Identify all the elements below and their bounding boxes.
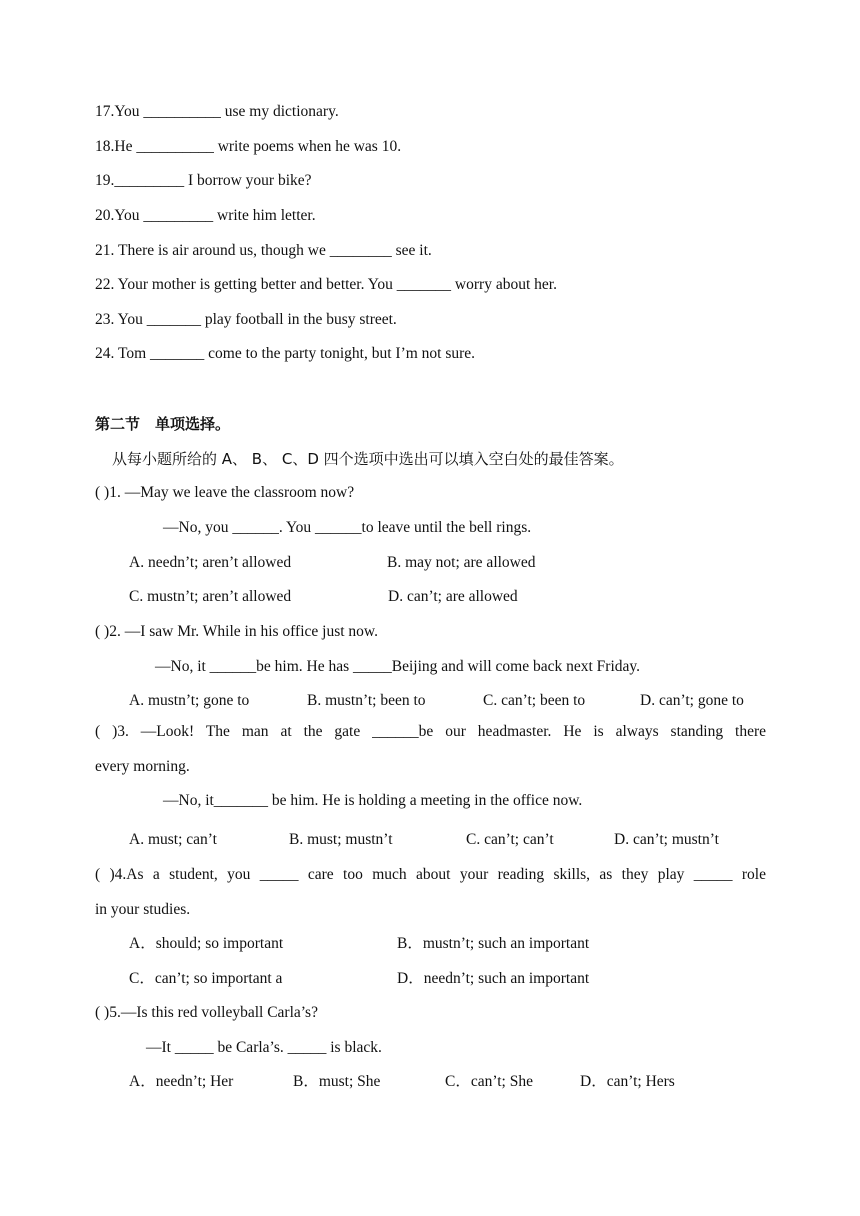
fill-item-21: 21. There is air around us, though we ________ see it. — [95, 242, 432, 259]
question-3-option-d: D. can’t; mustn’t — [614, 831, 719, 848]
section-instruction: 从每小题所给的 A、 B、 C、D 四个选项中选出可以填入空白处的最佳答案。 — [112, 450, 624, 468]
question-3-option-c: C. can’t; can’t — [466, 831, 554, 848]
question-5-option-c: C．can’t; She — [445, 1073, 533, 1090]
question-5-option-b: B．must; She — [293, 1073, 381, 1090]
question-4-stem-line1: ( )4.As a student, you _____ care too much about your reading skills, as they play _____ role — [95, 866, 766, 883]
question-2-reply: —No, it ______be him. He has _____Beijing and will come back next Friday. — [155, 658, 641, 675]
question-4-option-d: D．needn’t; such an important — [397, 970, 590, 987]
fill-item-17: 17.You __________ use my dictionary. — [95, 103, 339, 120]
fill-item-20: 20.You _________ write him letter. — [95, 207, 316, 224]
question-3-option-b: B. must; mustn’t — [289, 831, 393, 848]
question-1-reply: —No, you ______. You ______to leave until the bell rings. — [163, 519, 532, 536]
question-2-option-b: B. mustn’t; been to — [307, 692, 426, 709]
question-3-reply: —No, it_______ be him. He is holding a meeting in the office now. — [163, 792, 583, 809]
question-2-option-a: A. mustn’t; gone to — [129, 692, 250, 709]
question-5-reply: —It _____ be Carla’s. _____ is black. — [146, 1039, 382, 1056]
question-5-option-a: A．needn’t; Her — [129, 1073, 234, 1090]
question-4-option-a: A．should; so important — [129, 935, 284, 952]
fill-item-24: 24. Tom _______ come to the party tonight, but I’m not sure. — [95, 345, 476, 362]
question-1-option-c: C. mustn’t; aren’t allowed — [129, 588, 292, 605]
fill-item-23: 23. You _______ play football in the busy street. — [95, 311, 397, 328]
question-3-stem-line2: every morning. — [95, 758, 190, 775]
question-5-stem: ( )5.—Is this red volleyball Carla’s? — [95, 1004, 318, 1021]
question-4-option-b: B．mustn’t; such an important — [397, 935, 590, 952]
question-3-stem-line1: ( )3. —Look! The man at the gate ______be our headmaster. He is always standing there — [95, 723, 766, 740]
fill-item-18: 18.He __________ write poems when he was 10. — [95, 138, 402, 155]
fill-item-19: 19._________ I borrow your bike? — [95, 172, 312, 189]
question-4-option-c: C．can’t; so important a — [129, 970, 283, 987]
question-4-stem-line2: in your studies. — [95, 901, 191, 918]
question-3-option-a: A. must; can’t — [129, 831, 217, 848]
question-1-option-b: B. may not; are allowed — [387, 554, 536, 571]
question-1-stem: ( )1. —May we leave the classroom now? — [95, 484, 355, 501]
section-title: 第二节 单项选择。 — [95, 415, 231, 433]
question-1-option-d: D. can’t; are allowed — [388, 588, 518, 605]
question-2-option-c: C. can’t; been to — [483, 692, 586, 709]
question-2-stem: ( )2. —I saw Mr. While in his office just now. — [95, 623, 378, 640]
question-2-option-d: D. can’t; gone to — [640, 692, 744, 709]
question-1-option-a: A. needn’t; aren’t allowed — [129, 554, 292, 571]
fill-item-22: 22. Your mother is getting better and better. You _______ worry about her. — [95, 276, 557, 293]
question-5-option-d: D．can’t; Hers — [580, 1073, 675, 1090]
